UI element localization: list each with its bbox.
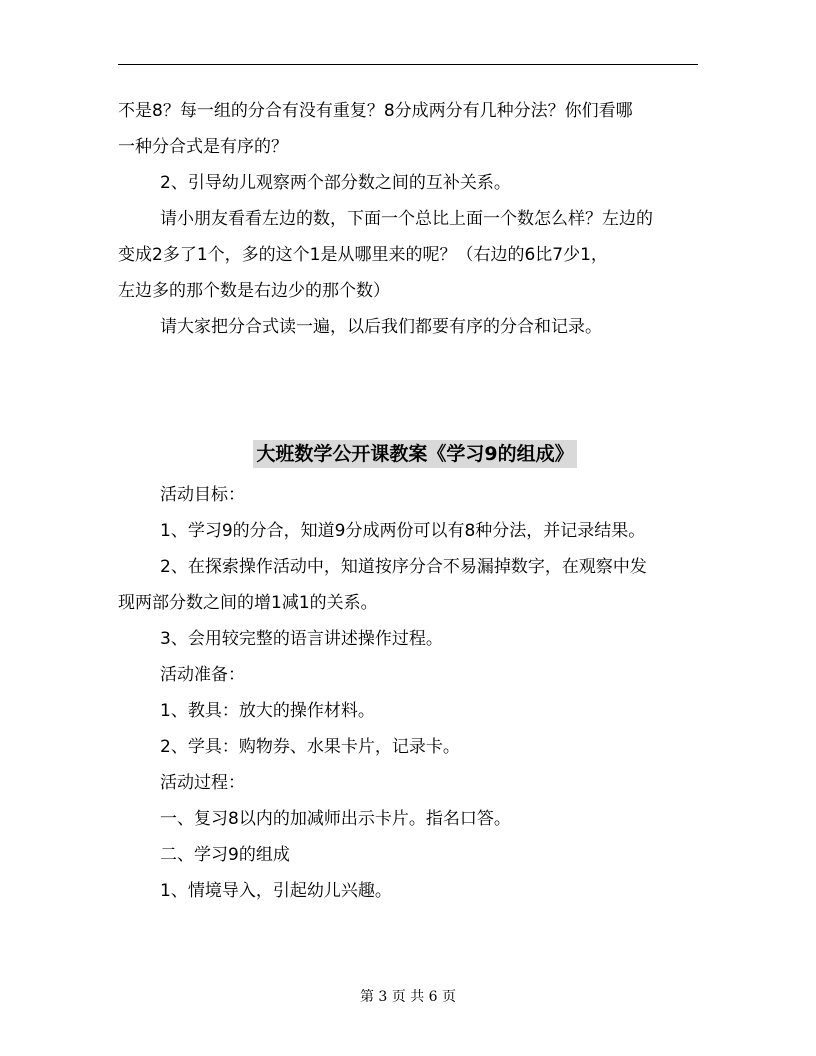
section-paragraphs [118,477,700,909]
paragraph: 一、复习8以内的加减师出示卡片。指名口答。 [160,809,511,829]
section-gap [118,345,700,433]
document-body [118,93,700,909]
top-paragraphs [118,93,700,345]
paragraph: 不是8？每一组的分合有没有重复？8分成两分有几种分法？你们看哪 [118,101,633,121]
paragraph: 3、会用较完整的语言讲述操作过程。 [160,629,443,649]
paragraph: 请小朋友看看左边的数，下面一个总比上面一个数怎么样？左边的 [160,209,653,229]
paragraph: 现两部分数之间的增1减1的关系。 [118,593,378,613]
paragraph: 2、学具：购物券、水果卡片，记录卡。 [160,737,460,757]
paragraph: 请大家把分合式读一遍，以后我们都要有序的分合和记录。 [160,317,602,337]
paragraph: 2、引导幼儿观察两个部分数之间的互补关系。 [160,173,511,193]
paragraph: 二、学习9的组成 [160,845,290,865]
page-number-footer: 第 3 页 共 6 页 [359,989,457,1005]
section-title-wrap [118,433,700,477]
paragraph: 活动准备： [160,665,245,685]
paragraph: 一种分合式是有序的？ [118,137,288,157]
paragraph: 活动过程： [160,773,245,793]
paragraph: 活动目标： [160,485,245,505]
paragraph: 1、教具：放大的操作材料。 [160,701,375,721]
paragraph: 2、在探索操作活动中，知道按序分合不易漏掉数字，在观察中发 [160,557,647,577]
paragraph: 变成2多了1个，多的这个1是从哪里来的呢？（右边的6比7少1， [118,245,608,265]
section-title: 大班数学公开课教案《学习9的组成》 [253,440,576,468]
paragraph: 1、情境导入，引起幼儿兴趣。 [160,881,392,901]
paragraph: 1、学习9的分合，知道9分成两份可以有8种分法，并记录结果。 [160,521,646,541]
header-rule [118,64,698,65]
paragraph: 左边多的那个数是右边少的那个数） [118,281,390,301]
